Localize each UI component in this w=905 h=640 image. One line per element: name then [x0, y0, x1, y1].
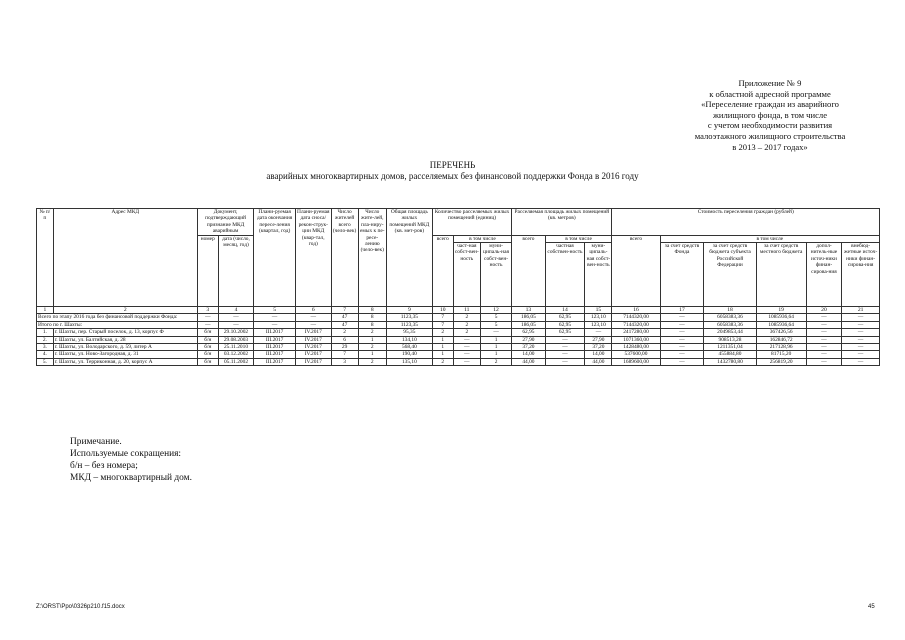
table-cell: III.2017 [254, 358, 296, 365]
table-cell: — [842, 321, 880, 328]
table-cell: 44,00 [512, 358, 545, 365]
table-cell: III.2017 [254, 351, 296, 358]
table-cell: 1 [480, 336, 511, 343]
table-cell: 134,10 [386, 336, 432, 343]
table-cell: 7144320,00 [612, 321, 660, 328]
table-cell: IV.2017 [296, 336, 332, 343]
table-cell: — [453, 351, 480, 358]
table-cell: 2049853,44 [704, 329, 756, 336]
table-cell: 367426,56 [756, 329, 806, 336]
summary-row [37, 314, 880, 321]
table-row [37, 344, 880, 351]
header-planned-demolition: Плани-руемая дата сноса/ рекон-струк-ции МКД (квар-тал, год) [296, 209, 332, 307]
table-cell: 27,90 [512, 336, 545, 343]
housing-table [36, 208, 880, 366]
table-cell: — [806, 314, 842, 321]
table-cell: — [660, 344, 704, 351]
appendix-line: малоэтажного жилищного строительства [694, 130, 846, 141]
row-number: 4. [37, 351, 54, 358]
table-cell: — [806, 321, 842, 328]
title-line-1: ПЕРЕЧЕНЬ [429, 160, 476, 170]
table-cell: 27,90 [585, 336, 612, 343]
table-cell: — [254, 321, 296, 328]
table-cell: — [842, 358, 880, 365]
col-num: 5 [254, 307, 296, 314]
table-cell: б/н [197, 351, 218, 358]
col-num: 15 [585, 307, 612, 314]
col-num: 8 [358, 307, 386, 314]
table-cell: 7 [432, 321, 453, 328]
col-num: 14 [545, 307, 585, 314]
table-cell: 2 [453, 329, 480, 336]
appendix-line: к областной адресной программе [709, 88, 831, 99]
table-cell: 1 [432, 336, 453, 343]
header-num: № п/п [37, 209, 54, 307]
header-area-municipal: муни-ципаль-ная собст-вен-ность [585, 243, 612, 307]
table-row [37, 351, 880, 358]
table-cell: 2 [358, 344, 386, 351]
col-num: 19 [756, 307, 806, 314]
header-planned-end: Плани-руемая дата окончания пересе-ления (квартал, год) [254, 209, 296, 307]
table-cell: 95,35 [386, 329, 432, 336]
header-area: Общая площадь жилых помещений МКД (кв. мет-ров) [386, 209, 432, 307]
table-cell: 1071360,00 [612, 336, 660, 343]
table-cell: 1085936,64 [756, 321, 806, 328]
table-cell: 03.12.2002 [218, 351, 254, 358]
header-row-1 [37, 209, 880, 236]
table-row [37, 329, 880, 336]
table-cell: — [660, 351, 704, 358]
table-cell: б/н [197, 329, 218, 336]
title-line-2: аварийных многоквартирных домов, расселяемых без финансовой поддержки Фонда в 2016 году [266, 171, 639, 181]
note-line: МКД – многоквартирный дом. [70, 473, 192, 483]
document-title [0, 160, 905, 182]
subtotal-row [37, 321, 880, 328]
table-cell: 256819,20 [756, 358, 806, 365]
header-cost-incl: в том числе [660, 235, 879, 242]
table-cell: — [254, 314, 296, 321]
table-cell: — [296, 321, 332, 328]
table-cell: 6058383,36 [704, 314, 756, 321]
table-cell: — [806, 358, 842, 365]
appendix-line: в 2013 – 2017 годах» [732, 141, 808, 152]
header-premises-total: всего [432, 235, 453, 306]
table-cell: 217128,96 [756, 344, 806, 351]
col-num: 10 [432, 307, 453, 314]
table-cell: — [842, 351, 880, 358]
table-cell: 908513,28 [704, 336, 756, 343]
table-cell: IV.2017 [296, 358, 332, 365]
table-cell: — [453, 336, 480, 343]
table-cell: 455884,80 [704, 351, 756, 358]
footer-page-number: 45 [868, 604, 875, 610]
table-cell: 14,00 [585, 351, 612, 358]
table-cell: III.2017 [254, 344, 296, 351]
table-cell: IV.2017 [296, 351, 332, 358]
table-cell: — [197, 314, 218, 321]
table-cell: 14,00 [512, 351, 545, 358]
header-residents-planned: Число жите-лей, пла-ниру-емых к пе-ресе-лению (чело-век) [358, 209, 386, 307]
data-rows [37, 329, 880, 366]
table-cell: — [453, 344, 480, 351]
table-cell: — [545, 358, 585, 365]
table-cell: 5 [480, 314, 511, 321]
table-cell: — [842, 344, 880, 351]
header-private: част-ная собст-вен-ность [453, 243, 480, 307]
table-cell: 47 [331, 314, 358, 321]
footer-file-path: Z:\ORST\Ppo\0326p210.f15.docx [36, 604, 125, 610]
table-cell: 62,95 [545, 321, 585, 328]
appendix-line: с учетом необходимости развития [707, 120, 833, 131]
table-cell: — [545, 344, 585, 351]
table-cell: 123,10 [585, 314, 612, 321]
note-line: Примечание. [70, 437, 122, 447]
table-cell: 1211351,04 [704, 344, 756, 351]
table-cell: 162846,72 [756, 336, 806, 343]
header-address: Адрес МКД [53, 209, 197, 307]
header-doc: Документ, подтверждающий признание МКД аварийным [197, 209, 253, 236]
table-cell: — [806, 329, 842, 336]
table-cell: 186,05 [512, 321, 545, 328]
table-cell: 6058383,36 [704, 321, 756, 328]
table-cell: — [806, 351, 842, 358]
header-residents: Число жителей всего (чело-век) [331, 209, 358, 307]
table-cell: 47 [331, 321, 358, 328]
row-address: г. Шахты, ул. Ново-Загородная, д. 31 [53, 351, 197, 358]
table-cell: 62,95 [512, 329, 545, 336]
col-num: 11 [453, 307, 480, 314]
subtotal-label: Итого по г. Шахты: [37, 321, 198, 328]
table-cell: — [660, 358, 704, 365]
table-cell: 537600,00 [612, 351, 660, 358]
table-cell: 123,10 [585, 321, 612, 328]
table-cell: 81715,20 [756, 351, 806, 358]
table-cell: — [585, 329, 612, 336]
col-num: 4 [218, 307, 254, 314]
table-cell: — [842, 329, 880, 336]
table-cell: 37,20 [512, 344, 545, 351]
appendix-line: «Переселение граждан из аварийного [701, 99, 839, 110]
table-cell: 190,40 [386, 351, 432, 358]
header-area-total: всего [512, 235, 545, 306]
appendix-line: Приложение № 9 [738, 78, 802, 88]
row-number: 1. [37, 329, 54, 336]
row-number: 2. [37, 336, 54, 343]
table-row [37, 336, 880, 343]
table-cell: 1 [358, 351, 386, 358]
header-municipal: муни-ципаль-ная собст-вен-ность [480, 243, 511, 307]
row-address: г. Шахты, ул. Терриконная, д. 20, корпус А [53, 358, 197, 365]
table-cell: — [218, 321, 254, 328]
header-premises: Количество расселяемых жилых помещений (единиц) [432, 209, 511, 236]
col-num: 16 [612, 307, 660, 314]
table-cell: 2 [358, 329, 386, 336]
col-num: 13 [512, 307, 545, 314]
col-num: 2 [53, 307, 197, 314]
summary-label: Всего по этапу 2016 года без финансовой поддержки Фонда: [37, 314, 198, 321]
col-num: 6 [296, 307, 332, 314]
table-cell: — [660, 321, 704, 328]
table-cell: 1085936,64 [756, 314, 806, 321]
row-address: г. Шахты, ул. Балтийская, д. 28 [53, 336, 197, 343]
table-cell: — [660, 336, 704, 343]
table-cell: III.2017 [254, 329, 296, 336]
table-cell: 1689600,00 [612, 358, 660, 365]
table-cell: IV.2017 [296, 344, 332, 351]
table-row [37, 358, 880, 365]
table-cell: 1 [432, 344, 453, 351]
table-cell: — [806, 336, 842, 343]
table-cell: 1123,35 [386, 321, 432, 328]
header-region: за счет средств бюджета субъекта Российской Федерации [704, 243, 756, 307]
note-block [70, 436, 192, 484]
table-cell: 29 [331, 344, 358, 351]
row-address: г. Шахты, ул. Володарского, д. 59, литер А [53, 344, 197, 351]
table-cell: 568,40 [386, 344, 432, 351]
table-cell: 5 [480, 321, 511, 328]
col-num: 17 [660, 307, 704, 314]
table-cell: — [545, 336, 585, 343]
table-cell: 1 [480, 344, 511, 351]
col-num: 20 [806, 307, 842, 314]
table-cell: 05.11.2002 [218, 358, 254, 365]
col-num: 21 [842, 307, 880, 314]
row-number: 3. [37, 344, 54, 351]
table-cell: 25.11.2010 [218, 344, 254, 351]
col-num: 1 [37, 307, 54, 314]
table-cell: 44,00 [585, 358, 612, 365]
table-cell: 7144320,00 [612, 314, 660, 321]
header-resettled-area: Расселяемая площадь жилых помещений (кв. метров) [512, 209, 612, 236]
table-cell: 2 [432, 329, 453, 336]
table-cell: 6 [331, 336, 358, 343]
table-cell: 1 [480, 351, 511, 358]
table-cell: 7 [432, 314, 453, 321]
header-doc-number: номер [197, 235, 218, 306]
col-num: 7 [331, 307, 358, 314]
table-cell: 1428480,00 [612, 344, 660, 351]
table-cell: — [296, 314, 332, 321]
header-extra: допол-нитель-ные источ-ники финан-сирова-ния [806, 243, 842, 307]
col-num: 9 [386, 307, 432, 314]
note-line: б/н – без номера; [70, 461, 138, 471]
table-cell: 29.10.2002 [218, 329, 254, 336]
table-cell: 62,95 [545, 329, 585, 336]
table-cell: 29.08.2003 [218, 336, 254, 343]
row-address: г. Шахты, пер. Старый поселок, д. 13, корпус Ф [53, 329, 197, 336]
header-cost-total: всего [612, 235, 660, 306]
table-cell: 2 [432, 358, 453, 365]
table-cell: — [197, 321, 218, 328]
table-cell: б/н [197, 344, 218, 351]
table-cell: 62,95 [545, 314, 585, 321]
header-area-private: частная собствен-ность [545, 243, 585, 307]
header-premises-incl: в том числе [453, 235, 511, 242]
header-cost: Стоимость переселения граждан (рублей) [612, 209, 880, 236]
table-cell: — [480, 329, 511, 336]
header-offbudget: внебюд-жетные источ-ники финан-сирова-ния [842, 243, 880, 307]
table-cell: 1 [358, 336, 386, 343]
table-cell: 1 [432, 351, 453, 358]
table-cell: — [218, 314, 254, 321]
table-cell: 2 [480, 358, 511, 365]
table-cell: 8 [358, 314, 386, 321]
table-cell: 37,20 [585, 344, 612, 351]
col-num: 3 [197, 307, 218, 314]
header-area-incl: в том числе [545, 235, 612, 242]
table-cell: 7 [331, 351, 358, 358]
table-cell: 2 [358, 358, 386, 365]
table-cell: — [660, 314, 704, 321]
table-cell: 186,05 [512, 314, 545, 321]
table-cell: 135,10 [386, 358, 432, 365]
table-cell: 1123,35 [386, 314, 432, 321]
table-cell: 2417280,00 [612, 329, 660, 336]
note-line: Используемые сокращения: [70, 449, 182, 459]
header-fund: за счет средств Фонда [660, 243, 704, 307]
table-cell: б/н [197, 336, 218, 343]
table-cell: 3 [331, 358, 358, 365]
appendix-block [640, 78, 900, 152]
table-cell: 2 [453, 321, 480, 328]
appendix-line: жилищного фонда, в том числе [712, 109, 828, 120]
table-cell: 2 [453, 314, 480, 321]
table-cell: 8 [358, 321, 386, 328]
col-num: 12 [480, 307, 511, 314]
table-cell: б/н [197, 358, 218, 365]
table-cell: 1432780,80 [704, 358, 756, 365]
column-number-row [37, 307, 880, 314]
table-cell: — [842, 314, 880, 321]
row-number: 5. [37, 358, 54, 365]
table-cell: — [660, 329, 704, 336]
header-local: за счет средств местного бюджета [756, 243, 806, 307]
table-cell: III.2017 [254, 336, 296, 343]
table-cell: — [545, 351, 585, 358]
table-cell: 2 [331, 329, 358, 336]
table-cell: — [453, 358, 480, 365]
header-doc-date: дата (число, месяц, год) [218, 235, 254, 306]
table-cell: — [842, 336, 880, 343]
table-cell: — [806, 344, 842, 351]
col-num: 18 [704, 307, 756, 314]
table-cell: IV.2017 [296, 329, 332, 336]
